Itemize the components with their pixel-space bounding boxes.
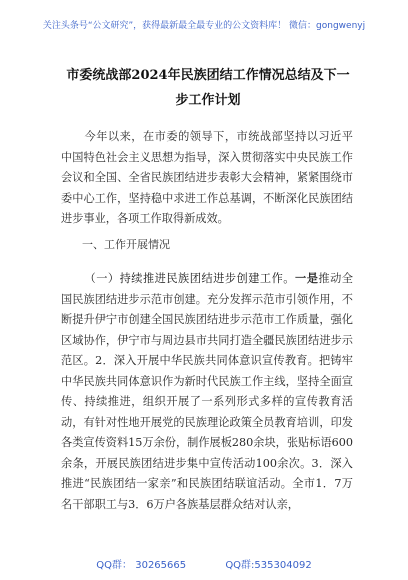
promo-header-note: 关注头条号“公文研究”，获得最新最全最专业的公文资料库！ 微信：gongwenyj <box>42 21 366 31</box>
subsection-heading: （一）持续推进民族团结进步创建工作。 <box>84 272 295 285</box>
subsection-paragraph <box>61 268 353 515</box>
subsection-body: 推动全国民族团结进步示范市创建。充分发挥示范市引领作用，不断提升伊宁市创建全国民族团结进步示范市工作质量，强化区域协作，伊宁市与周边县市共同打造全疆民族团结进步示范区。2．深入开展中华民族共同体意识宣传教育。把铸牢中华民族共同体意识作为新时代民族工作主线，坚持全面宣传、持续推进，组织开展了一系列形式多样的宣传教育活动，有针对性地开展党的民族理论政策全员教育培训，印发各类宣传资料15万余份，制作展板280余块，张贴标语600余条，开展民族团结进步集中宣传活动100余次。3．深入推进“民族团结一家亲”和民族团结联谊活动。全市1．7万名干部职工与3．6万户各族基层群众结对认亲， <box>61 272 353 511</box>
qq-group-1: QQ群： 30265665 <box>96 560 187 571</box>
qq-group-2: QQ群:535304092 <box>225 560 312 571</box>
emphasis-marker: 一是 <box>295 271 319 285</box>
intro-paragraph: 今年以来，在市委的领导下，市统战部坚持以习近平中国特色社会主义思想为指导，深入贯彻落实中央民族工作会议和全国、全省民族团结进步表彰大会精神，紧紧围绕市委中心工作，坚持稳中求进工作总基调，不断深化民族团结进步事业，各项工作取得新成效。 <box>61 130 353 225</box>
document-title: 市委统战部2024年民族团结工作情况总结及下一步工作计划 <box>66 68 350 108</box>
footer-contact <box>0 556 408 571</box>
section-heading: 一、工作开展情况 <box>82 238 170 251</box>
